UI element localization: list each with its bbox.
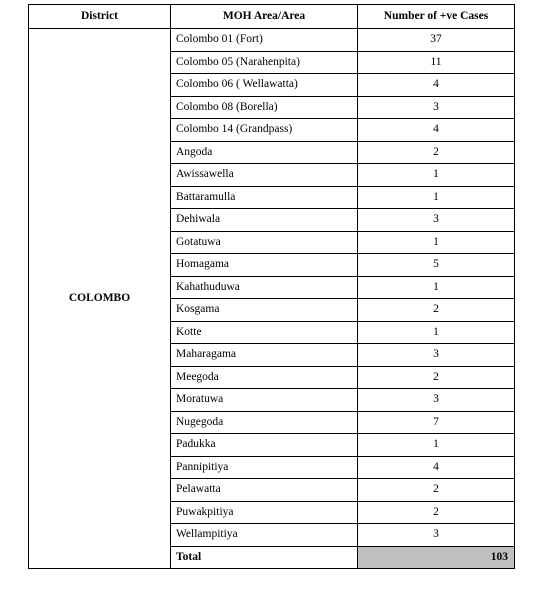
cases-cell: 2	[358, 501, 515, 524]
district-cell: COLOMBO	[29, 29, 171, 569]
area-cell: Wellampitiya	[171, 524, 358, 547]
cases-cell: 3	[358, 524, 515, 547]
cases-cell: 1	[358, 164, 515, 187]
area-cell: Padukka	[171, 434, 358, 457]
cases-cell: 4	[358, 119, 515, 142]
area-cell: Awissawella	[171, 164, 358, 187]
area-cell: Homagama	[171, 254, 358, 277]
cases-cell: 1	[358, 231, 515, 254]
table-header-row	[29, 5, 515, 29]
area-cell: Pelawatta	[171, 479, 358, 502]
area-cell: Puwakpitiya	[171, 501, 358, 524]
cases-cell: 4	[358, 74, 515, 97]
cases-cell: 4	[358, 456, 515, 479]
cases-header: Number of +ve Cases	[358, 5, 515, 29]
area-cell: Dehiwala	[171, 209, 358, 232]
cases-cell: 3	[358, 96, 515, 119]
cases-cell: 37	[358, 29, 515, 52]
area-cell: Battaramulla	[171, 186, 358, 209]
cases-cell: 2	[358, 299, 515, 322]
area-cell: Pannipitiya	[171, 456, 358, 479]
table-body	[29, 29, 515, 569]
area-cell: Colombo 05 (Narahenpita)	[171, 51, 358, 74]
cases-cell: 1	[358, 434, 515, 457]
area-cell: Meegoda	[171, 366, 358, 389]
cases-cell: 1	[358, 321, 515, 344]
cases-cell: 11	[358, 51, 515, 74]
area-cell: Colombo 14 (Grandpass)	[171, 119, 358, 142]
cases-cell: 2	[358, 141, 515, 164]
total-value: 103	[358, 546, 515, 569]
area-cell: Nugegoda	[171, 411, 358, 434]
area-cell: Angoda	[171, 141, 358, 164]
district-header: District	[29, 5, 171, 29]
cases-cell: 3	[358, 344, 515, 367]
area-cell: Colombo 08 (Borella)	[171, 96, 358, 119]
cases-table-container	[28, 4, 515, 569]
cases-cell: 3	[358, 389, 515, 412]
area-cell: Maharagama	[171, 344, 358, 367]
area-cell: Kahathuduwa	[171, 276, 358, 299]
cases-cell: 2	[358, 479, 515, 502]
cases-cell: 7	[358, 411, 515, 434]
area-cell: Colombo 01 (Fort)	[171, 29, 358, 52]
cases-cell: 5	[358, 254, 515, 277]
table-row	[29, 29, 515, 52]
cases-cell: 2	[358, 366, 515, 389]
area-header: MOH Area/Area	[171, 5, 358, 29]
area-cell: Kotte	[171, 321, 358, 344]
total-label: Total	[171, 546, 358, 569]
area-cell: Colombo 06 ( Wellawatta)	[171, 74, 358, 97]
cases-cell: 1	[358, 186, 515, 209]
cases-table	[28, 4, 515, 569]
area-cell: Gotatuwa	[171, 231, 358, 254]
cases-cell: 3	[358, 209, 515, 232]
area-cell: Moratuwa	[171, 389, 358, 412]
area-cell: Kosgama	[171, 299, 358, 322]
cases-cell: 1	[358, 276, 515, 299]
